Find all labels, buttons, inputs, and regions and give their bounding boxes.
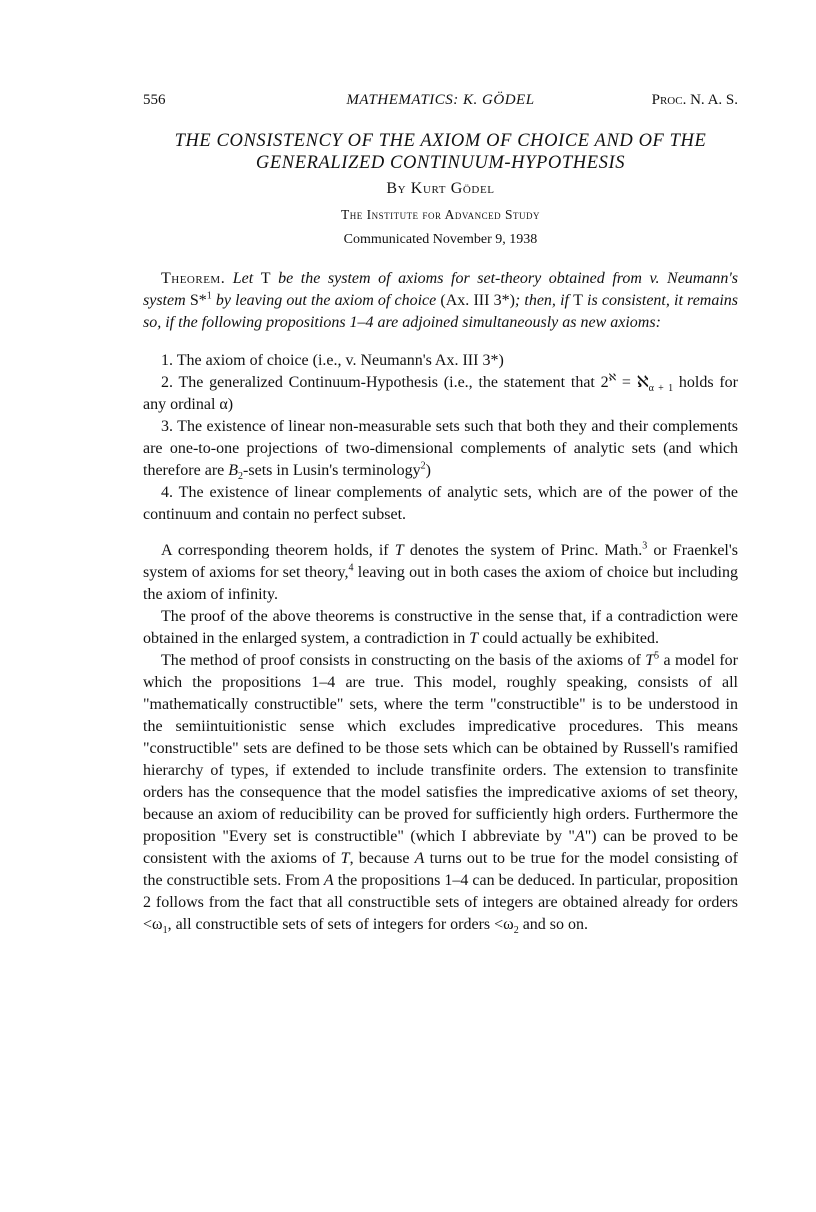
para3-omega2-subscript: 2 [513,925,519,937]
para1-text-e: or Fraenkel's system of axioms for set theory, [143,542,738,581]
para2-text-c: could actually be exhibited. [478,630,660,647]
proposition-3-subscript: 2 [238,471,244,483]
proposition-2-subscript: α + 1 [648,383,674,395]
body-paragraph-3 [143,650,738,936]
journal-name: Proc. N. A. S. [651,92,738,108]
footnote-ref-1: 1 [206,290,212,302]
footnote-ref-5: 5 [654,650,660,662]
title-line-2: GENERALIZED CONTINUUM-HYPOTHESIS [255,153,626,173]
para3-symbol-t2: T [340,850,350,867]
theorem-statement [143,268,738,334]
theorem-symbol-s: S* [189,292,207,309]
page-number: 556 [143,92,166,108]
proposition-2-aleph: = ℵ [616,374,649,391]
footnote-ref-2: 2 [420,460,426,472]
para1-symbol-t: T [394,542,404,559]
proposition-list [143,350,738,526]
title-line-1: THE CONSISTENCY OF THE AXIOM OF CHOICE AND OF THE [174,131,707,151]
proposition-3-text-2: -sets in Lusin's terminology [243,462,421,479]
theorem-label: Theorem. [161,270,226,287]
theorem-text-1: Let [225,270,261,287]
footnote-ref-4: 4 [348,562,354,574]
para1-text-c: denotes the system of Princ. Math. [403,542,643,559]
proposition-3 [143,416,738,482]
theorem-axiom-ref: (Ax. III 3*) [440,292,515,309]
para3-text-n: , all constructible sets of sets of integers for orders <ω [167,916,514,933]
theorem-symbol-t2: T [573,292,583,309]
body-paragraph-1 [143,540,738,606]
proposition-4: 4. The existence of linear complements of analytic sets, which are of the power of the continuum and contain no perfect subset. [143,484,738,523]
theorem-symbol-t: T [260,270,271,287]
running-header [143,88,738,114]
proposition-1: 1. The axiom of choice (i.e., v. Neumann's Ax. III 3*) [161,352,504,369]
running-title: MATHEMATICS: K. GÖDEL [346,92,535,108]
para3-text-f: ") can be proved to be consistent with the axioms of [143,828,739,867]
para1-text-a: A corresponding theorem holds, if [161,542,395,559]
theorem-text-4: ; then, if [514,292,574,309]
author-byline: By Kurt Gödel [386,180,495,197]
para3-text-d: a model for which the propositions 1–4 are true. This model, roughly speaking, consists of all "mathematically constructible" sets, where the term "constructible" is to be understood in the semiintuitionistic sense which excludes impredicative procedures. This means "constructible" sets are defined to be those sets which can be obtained by Russell's ramified hierarchy of types, if extended to include transfinite orders. The extension to transfinite orders has the consequence that the model satisfies the impredicative axioms of set theory, because an axiom of reducibility can be proved for sufficiently high orders. Furthermore the proposition "Every set is constructible" (which I abbreviate by " [143,652,739,845]
para3-symbol-t: T [645,652,655,669]
author-institution: The Institute for Advanced Study [340,207,541,222]
para2-text-a: The proof of the above theorems is constructive in the sense that, if a contradiction were obtained in the enlarged system, a contradiction in [143,608,738,647]
para3-text-l: the propositions 1–4 can be deduced. In particular, proposition 2 follows from the fact that all constructible sets of integers are obtained already for orders <ω [143,872,738,933]
para3-text-a: The method of proof consists in constructing on the basis of the axioms of [161,652,646,669]
paper-page [143,88,738,936]
theorem-text-3: by leaving out the axiom of choice [211,292,441,309]
para3-text-p: and so on. [518,916,589,933]
proposition-2-aleph-exponent: ℵ [608,372,617,384]
theorem-text-5: is consistent, it remains so, if the following propositions 1–4 are adjoined simultaneously as new axioms: [143,292,739,331]
para3-symbol-a3: A [323,872,334,889]
para3-text-h: , because [349,850,415,867]
paper-title [143,130,738,174]
proposition-3-symbol-b: B [228,462,239,479]
body-paragraph-2 [143,606,738,650]
theorem-text-2: be the system of axioms for set-theory obtained from v. Neumann's system [143,270,738,309]
para2-symbol-t: T [469,630,479,647]
para1-text-g: leaving out in both cases the axiom of choice but including the axiom of infinity. [143,564,739,603]
proposition-2-tail: holds for any ordinal α) [143,374,739,413]
para3-text-j: turns out to be true for the model consisting of the constructible sets. From [143,850,739,889]
proposition-2 [143,372,738,416]
proposition-2-text: 2. The generalized Continuum-Hypothesis (i.e., the statement that 2 [161,374,609,391]
proposition-3-text: 3. The existence of linear non-measurable sets such that both they and their complements are one-to-one projections of two-dimensional complements of analytic sets (and which therefore are [143,418,738,479]
communication-date: Communicated November 9, 1938 [343,232,538,247]
para3-omega1-subscript: 1 [162,925,168,937]
footnote-ref-3: 3 [642,540,648,552]
para3-symbol-a2: A [414,850,425,867]
proposition-3-close: ) [425,462,431,479]
para3-symbol-a: A [574,828,585,845]
